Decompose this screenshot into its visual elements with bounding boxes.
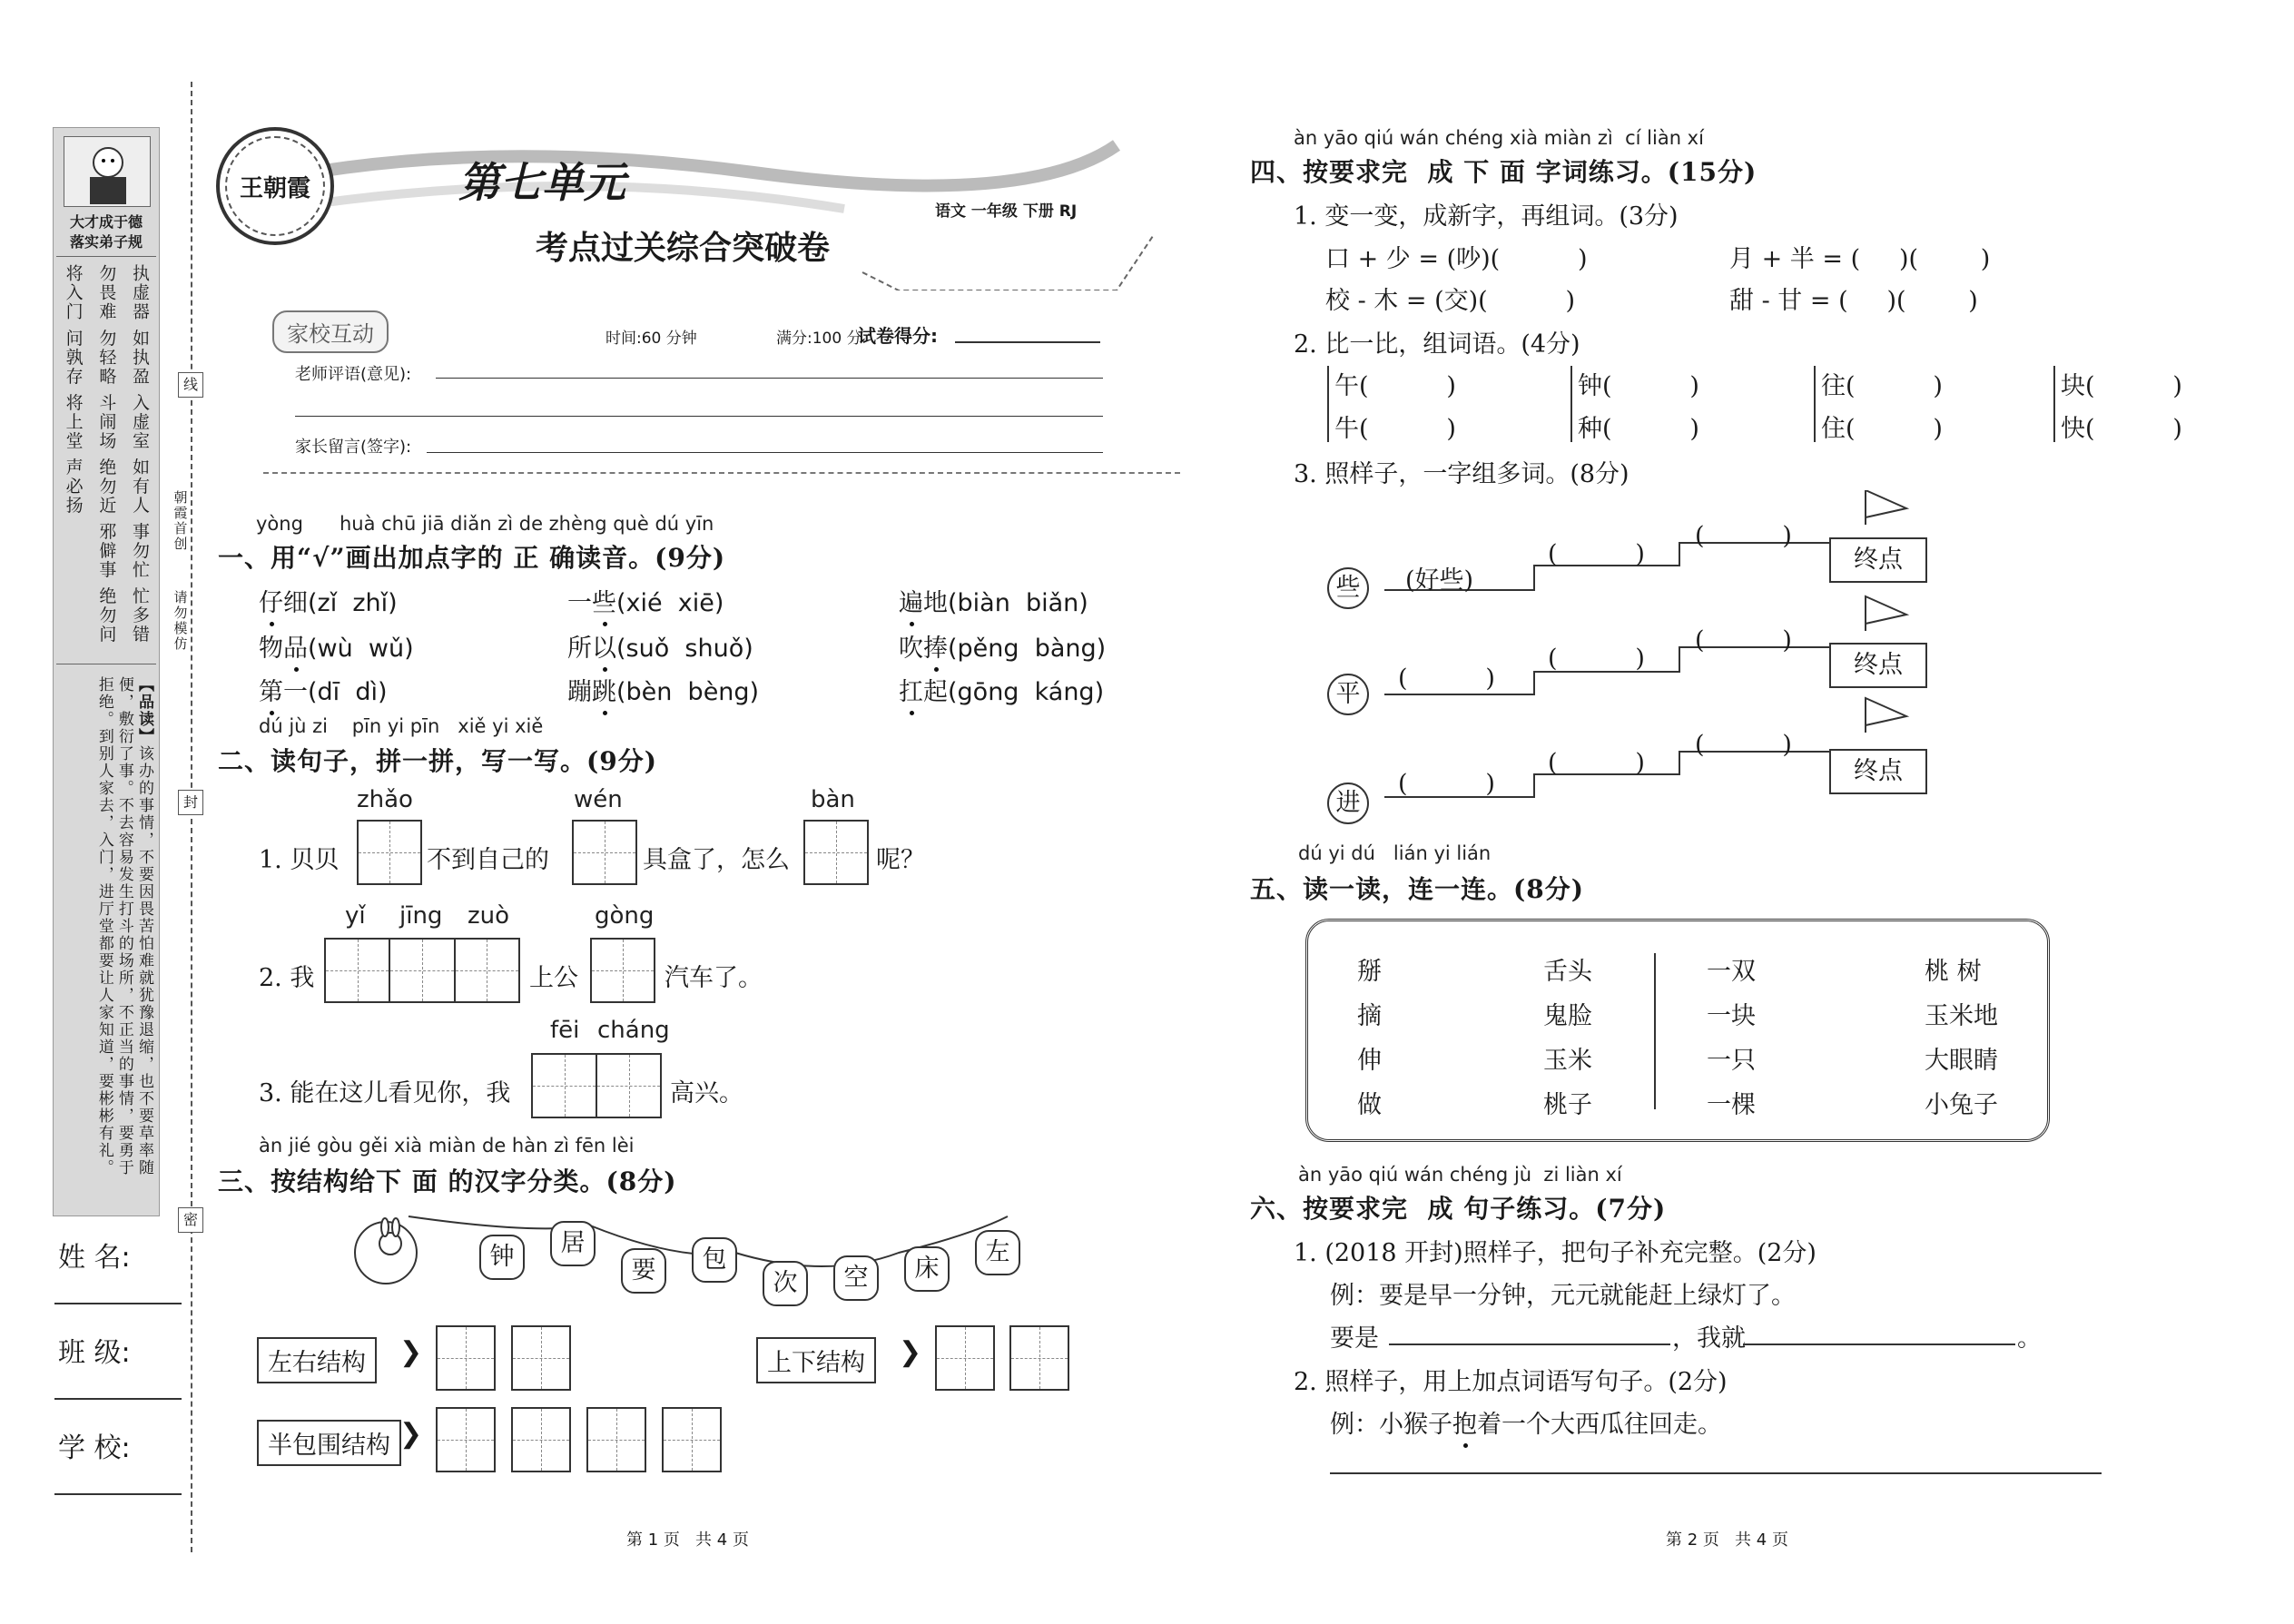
verse-col: 执虚器 如执盈 入虚室 如有人 事勿忙 忙多错: [129, 264, 150, 645]
answer-box[interactable]: [436, 1325, 496, 1391]
pinyin-zhao: zhǎo: [357, 786, 413, 813]
q1-item: 蹦跳(bèn bèng): [567, 678, 760, 706]
pinyin-ban: bàn: [811, 786, 855, 813]
q1-pinyin: yòng huà chū jiā diǎn zì de zhèng què dú yīn: [256, 513, 714, 535]
answer-box[interactable]: [662, 1407, 722, 1472]
pinyin-wen: wén: [574, 786, 623, 813]
q1-item: 仔细(zǐ zhǐ): [259, 589, 398, 617]
q3-pinyin: àn jié gòu gěi xià miàn de hàn zì fēn lèi: [259, 1135, 635, 1156]
category-top-bottom: 上下结构: [756, 1337, 876, 1383]
writing-box[interactable]: [357, 820, 422, 885]
class-label: 班 级:: [58, 1337, 131, 1369]
fill-field[interactable]: [1743, 1343, 2015, 1345]
q1-item: 吹捧(pěng bàng): [899, 635, 1107, 663]
sidebar-avatar: [64, 136, 151, 207]
fill-a: 要是: [1330, 1324, 1379, 1353]
star-char: 包: [692, 1237, 737, 1283]
s3-text-b: 高兴。: [670, 1079, 743, 1107]
q1-item: 扛起(gōng káng): [899, 678, 1105, 706]
subject-tag: 语文 一年级 下册 RJ: [935, 202, 1078, 221]
star-char: 空: [833, 1255, 879, 1301]
q4-row2b: 甜 - 甘 = ( )( ): [1729, 287, 1978, 315]
exam-title: 考点过关综合突破卷: [536, 229, 831, 267]
match-item: 玉米地: [1925, 1002, 1998, 1030]
arrow-icon: ❯: [399, 1336, 423, 1368]
q1-item: 第一(dī dì): [259, 678, 388, 706]
fill-c: 。: [2017, 1324, 2042, 1353]
compare-group: [1570, 366, 1572, 442]
q4-pinyin: àn yāo qiú wán chéng xià miàn zì cí liàn xí: [1294, 127, 1704, 149]
blank[interactable]: ( ): [1398, 664, 1495, 693]
writing-box[interactable]: [803, 820, 869, 885]
blank[interactable]: ( ): [1548, 540, 1645, 568]
page-footer-left: 第 1 页 共 4 页: [626, 1530, 749, 1550]
q4-sub3: 3. 照样子，一字组多词。(8分): [1294, 460, 1629, 488]
end-box: 终点: [1829, 643, 1927, 688]
sidebar-reading: 【品读】该办的事情，不要因畏苦怕难就犹豫退缩，也不要草率随便，敷衍了事。不去容易发生打斗的场所，不正当的事情，要勇于拒绝。到别人家去，入门，进厅堂都要让人家知道，要彬彬有礼。: [94, 676, 153, 1176]
q6-sub1: 1. (2018 开封)照样子，把句子补充完整。(2分): [1294, 1239, 1816, 1267]
star-char: 左: [975, 1230, 1020, 1275]
match-item: 掰: [1357, 958, 1382, 986]
group-char: 些: [1327, 567, 1369, 609]
q4-sub1: 1. 变一变，成新字，再组词。(3分): [1294, 202, 1679, 231]
q6-title: 六、按要求完 成 句子练习。(7分): [1250, 1194, 1667, 1224]
q5-title: 五、读一读，连一连。(8分): [1250, 874, 1584, 904]
q6-sub2: 2. 照样子，用上加点词语写句子。(2分): [1294, 1368, 1728, 1396]
blank[interactable]: ( ): [1548, 645, 1645, 673]
arrow-icon: ❯: [899, 1336, 922, 1368]
school-field[interactable]: [54, 1493, 182, 1495]
match-item: 一棵: [1707, 1091, 1756, 1119]
fill-b: ，我就: [1672, 1324, 1746, 1353]
q1-item: 所以(suǒ shuǒ): [567, 635, 753, 663]
match-divider: [1654, 953, 1656, 1109]
score-label: 试卷得分:: [858, 325, 938, 347]
answer-box[interactable]: [1009, 1325, 1069, 1391]
q6-example1: 例：要是早一分钟，元元就能赶上绿灯了。: [1330, 1282, 1796, 1310]
match-item: 摘: [1357, 1002, 1382, 1030]
pinyin-gong: gòng: [595, 902, 655, 930]
compare-item: 牛( ): [1334, 415, 1456, 443]
star-chars: [461, 1221, 1042, 1330]
answer-line[interactable]: [1330, 1472, 2102, 1474]
sidebar-motto: 大才成于德: [69, 213, 143, 231]
sidebar-verses: [56, 256, 156, 664]
full-score: 满分:100 分: [776, 330, 862, 348]
end-box: 终点: [1829, 537, 1927, 583]
compare-item: 住( ): [1821, 415, 1943, 443]
match-item: 伸: [1357, 1047, 1382, 1075]
verse-col: 勿畏难 勿轻略 斗闹场 绝勿近 邪僻事 绝勿问: [96, 264, 117, 645]
fill-field[interactable]: [1389, 1343, 1670, 1345]
q2-pinyin: dú jù zi pīn yi pīn xiě yi xiě: [259, 715, 544, 737]
s1-text-a: 1. 贝贝: [259, 846, 340, 874]
arrow-icon: ❯: [399, 1418, 423, 1450]
answer-box[interactable]: [511, 1407, 571, 1472]
teacher-comment-label: 老师评语(意见):: [295, 365, 412, 384]
star-char: 要: [621, 1248, 666, 1294]
q5-pinyin: dú yi dú lián yi lián: [1298, 842, 1492, 864]
match-item: 一块: [1707, 1002, 1756, 1030]
school-label: 学 校:: [58, 1432, 131, 1464]
pinyin-chang: cháng: [597, 1017, 670, 1044]
blank[interactable]: ( ): [1695, 626, 1792, 655]
s1-text-b: 不到自己的: [427, 846, 549, 874]
compare-group: [1814, 366, 1816, 442]
writing-box[interactable]: [590, 938, 655, 1003]
match-item: 做: [1357, 1091, 1382, 1119]
unit-title: 第七单元: [458, 158, 625, 207]
match-item: 舌头: [1543, 958, 1592, 986]
q4-row1a: 口 + 少 = (吵)( ): [1325, 245, 1588, 273]
writing-box-3[interactable]: [324, 938, 520, 1003]
s1-text-d: 呢？: [876, 846, 925, 874]
compare-item: 往( ): [1821, 372, 1943, 400]
score-field[interactable]: [955, 341, 1100, 343]
side-note: 请勿模仿: [172, 590, 189, 652]
q4-row2a: 校 - 木 = (交)( ): [1325, 287, 1576, 315]
cut-mark: 密: [178, 1207, 203, 1233]
compare-item: 午( ): [1334, 372, 1456, 400]
compare-item: 快( ): [2061, 415, 2182, 443]
answer-box[interactable]: [436, 1407, 496, 1472]
s3-text-a: 3. 能在这儿看见你，我: [259, 1079, 511, 1107]
match-item: 一只: [1707, 1047, 1756, 1075]
compare-item: 钟( ): [1578, 372, 1699, 400]
category-half-enclosure: 半包围结构: [257, 1420, 401, 1466]
q1-item: 遍地(biàn biǎn): [899, 589, 1088, 617]
teacher-comment-field[interactable]: [436, 378, 1103, 379]
sidebar-motto-sub: 落实弟子规: [69, 233, 143, 251]
parent-comment-label: 家长留言(签字):: [295, 438, 412, 457]
page-footer-right: 第 2 页 共 4 页: [1666, 1530, 1788, 1550]
match-item: 一双: [1707, 958, 1756, 986]
example-word: (好些): [1405, 566, 1474, 595]
star-char: 钟: [479, 1235, 525, 1280]
s1-text-c: 具盒了，怎么: [643, 846, 790, 874]
match-item: 小兔子: [1925, 1091, 1998, 1119]
name-label: 姓 名:: [58, 1242, 131, 1274]
home-school-tag: 家校互动: [272, 310, 389, 353]
star-char: 次: [763, 1261, 808, 1306]
pinyin-fei: fēi: [550, 1017, 580, 1044]
compare-group: [1327, 366, 1329, 442]
q4-title: 四、按要求完 成 下 面 字词练习。(15分): [1250, 157, 1757, 187]
q6-pinyin: àn yāo qiú wán chéng jù zi liàn xí: [1298, 1164, 1622, 1186]
brand-seal: 王朝霞: [216, 127, 334, 245]
blank[interactable]: ( ): [1398, 770, 1495, 798]
q4-row1b: 月 + 半 = ( )( ): [1729, 245, 1991, 273]
class-field[interactable]: [54, 1398, 182, 1400]
answer-box[interactable]: [935, 1325, 995, 1391]
match-item: 桃子: [1543, 1091, 1592, 1119]
s2-text-c: 汽车了。: [665, 964, 763, 992]
compare-item: 种( ): [1578, 415, 1699, 443]
answer-box[interactable]: [586, 1407, 646, 1472]
q4-sub2: 2. 比一比，组词语。(4分): [1294, 330, 1580, 359]
end-box: 终点: [1829, 749, 1927, 794]
side-note: 朝霞首创: [172, 490, 189, 552]
match-item: 大眼睛: [1925, 1047, 1998, 1075]
blank[interactable]: ( ): [1695, 731, 1792, 759]
q6-example2: 例：小猴子抱着一个大西瓜往回走。: [1330, 1411, 1722, 1439]
category-left-right: 左右结构: [257, 1337, 377, 1383]
compare-item: 块( ): [2061, 372, 2182, 400]
match-item: 玉米: [1543, 1047, 1592, 1075]
q2-title: 二、读句子，拼一拼，写一写。(9分): [218, 746, 657, 776]
compare-group: [2053, 366, 2055, 442]
star-char: 床: [904, 1246, 950, 1292]
parent-comment-field[interactable]: [427, 452, 1103, 453]
pinyin-jing: jīng: [399, 902, 443, 930]
q1-title: 一、用“√”画出加点字的 正 确读音。(9分): [218, 543, 726, 573]
blank[interactable]: ( ): [1695, 522, 1792, 550]
match-item: 鬼脸: [1543, 1002, 1592, 1030]
q1-item: 物品(wù wǔ): [259, 635, 414, 663]
answer-box[interactable]: [511, 1325, 571, 1391]
header-dash: [263, 472, 1180, 474]
match-item: 桃 树: [1925, 958, 1982, 986]
star-char: 居: [550, 1221, 596, 1266]
verse-col: 将入门 问孰存 将上堂 声必扬: [63, 264, 84, 516]
group-char: 进: [1327, 782, 1369, 824]
writing-box[interactable]: [572, 820, 637, 885]
group-char: 平: [1327, 674, 1369, 715]
pinyin-zuo: zuò: [468, 902, 510, 930]
blank[interactable]: ( ): [1548, 749, 1645, 777]
s2-text-b: 上公: [529, 964, 578, 992]
s2-text-a: 2. 我: [259, 964, 315, 992]
cut-mark: 封: [178, 790, 203, 815]
time-label: 时间:60 分钟: [605, 330, 697, 348]
name-field[interactable]: [54, 1303, 182, 1304]
q3-title: 三、按结构给下 面 的汉字分类。(8分): [218, 1166, 677, 1196]
pinyin-yi: yǐ: [345, 902, 366, 930]
writing-box-2[interactable]: [531, 1053, 662, 1118]
q1-item: 一些(xié xiē): [567, 589, 724, 617]
teacher-comment-line2[interactable]: [295, 416, 1103, 417]
cut-mark: 线: [178, 372, 203, 398]
cut-line: [191, 82, 192, 1552]
